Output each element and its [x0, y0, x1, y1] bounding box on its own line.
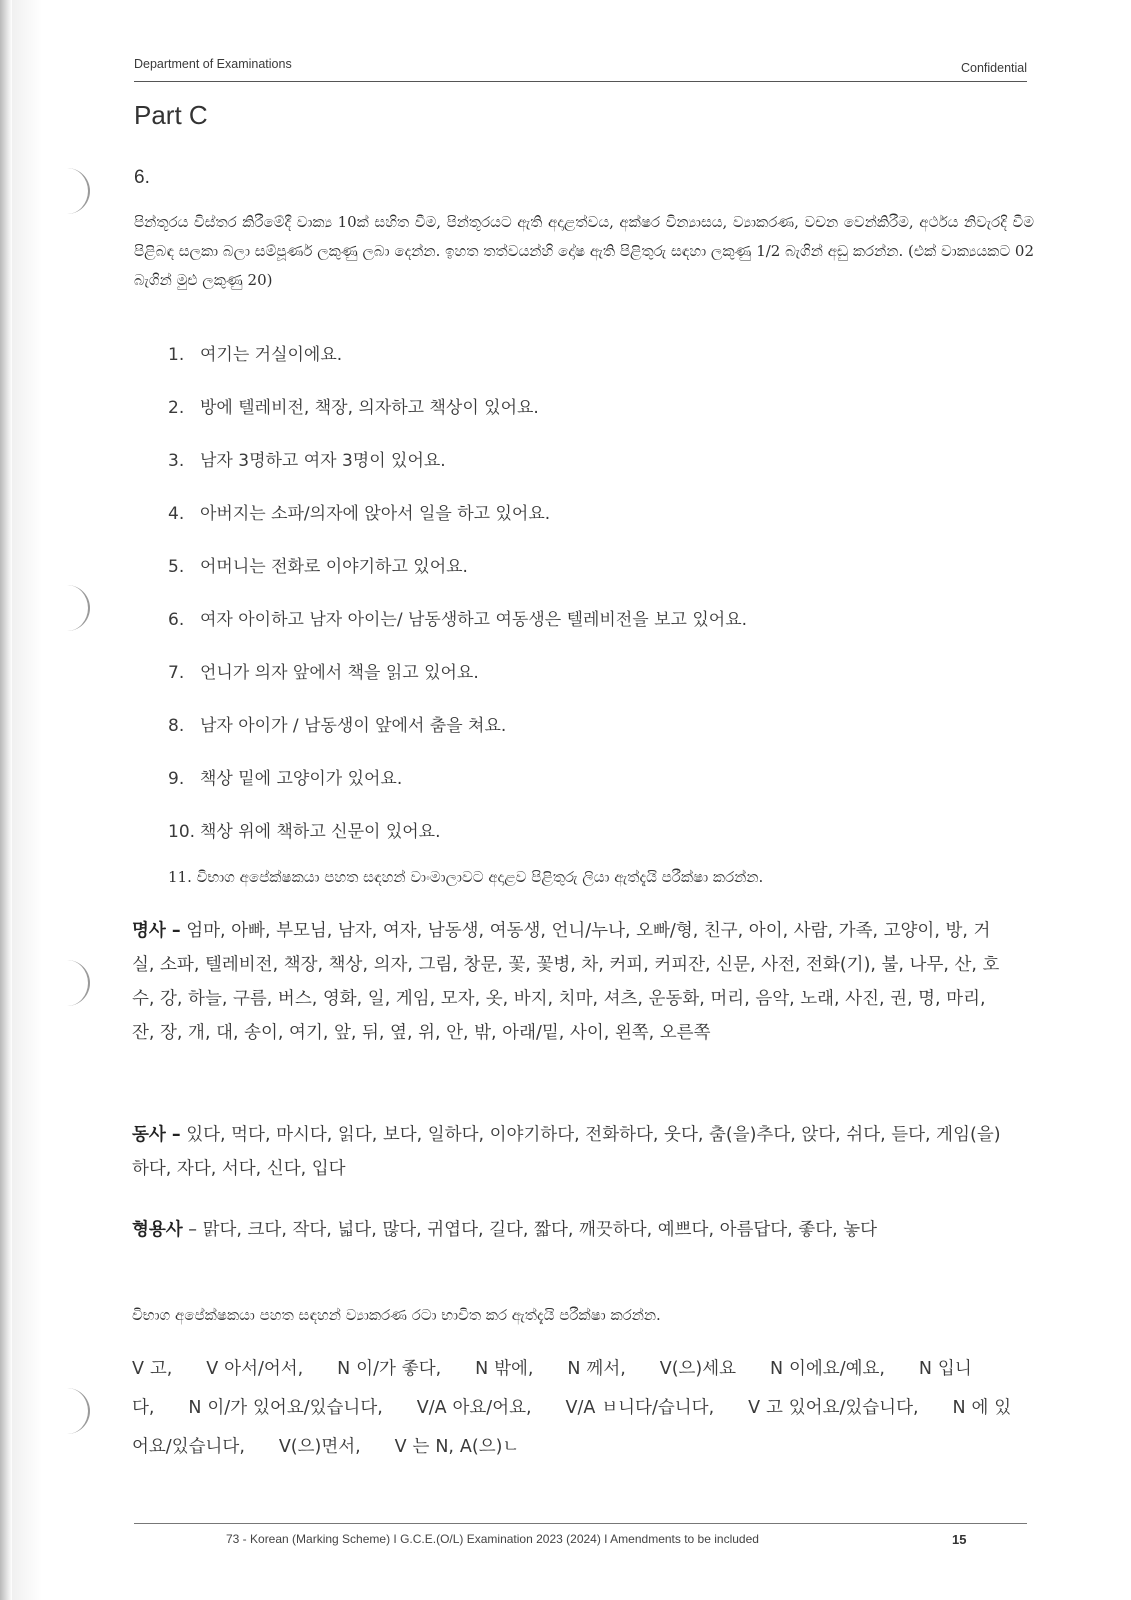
grammar-pattern: N 께서, [567, 1359, 626, 1379]
answer-number: 1. [168, 345, 185, 365]
header-confidential: Confidential [960, 61, 1027, 75]
punch-hole [58, 168, 90, 214]
answer-number: 8. [168, 716, 185, 736]
answer-number: 7. [168, 663, 185, 683]
punch-hole [58, 585, 90, 631]
marking-instructions: පින්තූරය විස්තර කිරීමේදී වාක්‍ය 10ක් සහිත වීම, පින්තූරයට ඇති අදාළත්වය, අක්ෂර වින්‍යාසය, ව්‍යාකරණ, වචන වෙන්කිරීම, අර්ථය නිවැරදි වීම පිළිබඳ සලකා බලා සම්පූර්ණ ලකුණු ලබා දෙන්න. ඉහත තත්වයන්හි දෝෂ ඇති පිළිතුරු සඳහා ලකුණු 1/2 බැගින් අඩු කරන්න. (එක් වාක්‍යයකට 02 බැගින් මුළු ලකුණු 20) [134, 213, 1034, 289]
answer-item [168, 499, 1028, 552]
verbs-label: 동사 – [132, 1125, 181, 1145]
answer-item [168, 764, 1028, 817]
answer-number: 6. [168, 610, 185, 630]
grammar-pattern: V(으)면서, [278, 1437, 361, 1457]
answer-text: 아버지는 소파/의자에 앉아서 일을 하고 있어요. [200, 504, 551, 524]
answer-text: 남자 3명하고 여자 3명이 있어요. [200, 451, 446, 471]
verbs-list: 있다, 먹다, 마시다, 읽다, 보다, 일하다, 이야기하다, 전화하다, 웃다, 춤(을)추다, 앉다, 쉬다, 듣다, 게임(을) 하다, 자다, 서다, 신다, 입다 [132, 1125, 1001, 1179]
answer-item [168, 817, 1028, 870]
answer-number: 3. [168, 451, 185, 471]
grammar-pattern: V 고 있어요/있습니다, [748, 1398, 919, 1418]
grammar-check-instruction: විභාග අපේක්ෂකයා පහත සඳහන් ව්‍යාකරණ රටා භාවිත කර ඇත්දැයි පරීක්ෂා කරන්න. [132, 1306, 661, 1324]
answer-text: 책상 위에 책하고 신문이 있어요. [200, 822, 441, 842]
header-divider [134, 81, 1027, 82]
answer-item [168, 340, 1028, 393]
part-title: Part C [134, 100, 208, 130]
answer-item [168, 446, 1028, 499]
nouns-label: 명사 – [132, 921, 181, 941]
punch-hole [58, 960, 90, 1006]
grammar-pattern: N 밖에, [475, 1359, 534, 1379]
nouns-section [132, 914, 1012, 1050]
answer-number: 9. [168, 769, 185, 789]
question-number: 6. [134, 167, 150, 188]
page-number: 15 [952, 1532, 967, 1547]
answer-text: 방에 텔레비전, 책장, 의자하고 책상이 있어요. [200, 398, 539, 418]
grammar-pattern: V 고, [132, 1359, 173, 1379]
answer-number: 4. [168, 504, 185, 524]
answer-item [168, 393, 1028, 446]
footer-divider [134, 1523, 1027, 1524]
answer-item [168, 658, 1028, 711]
answer-text: 여자 아이하고 남자 아이는/ 남동생하고 여동생은 텔레비전을 보고 있어요. [200, 610, 748, 630]
answer-text: 책상 밑에 고양이가 있어요. [200, 769, 403, 789]
answer-text: 남자 아이가 / 남동생이 앞에서 춤을 쳐요. [200, 716, 507, 736]
grammar-pattern: N 에 있어요/있습니다, [132, 1398, 1012, 1457]
grammar-pattern: V/A ㅂ니다/습니다, [565, 1398, 715, 1418]
adjectives-list: – 맑다, 크다, 작다, 넓다, 많다, 귀엽다, 길다, 짧다, 깨끗하다, 예쁘다, 아름답다, 좋다, 놓다 [182, 1220, 878, 1240]
adjectives-label: 형용사 [132, 1220, 183, 1240]
footer-text: 73 - Korean (Marking Scheme) I G.C.E.(O/L) Examination 2023 (2024) I Amendments to be included [226, 1532, 759, 1546]
vocabulary-check-instruction: 11. විභාග අපේක්ෂකයා පහත සඳහන් වාංමාලාවට අදාළව පිළිතුරු ලියා ඇත්දැයි පරීක්ෂා කරන්න. [168, 868, 764, 886]
adjectives-section [132, 1213, 1012, 1247]
grammar-pattern: N 입니다, [132, 1359, 972, 1418]
answer-text: 여기는 거실이에요. [200, 345, 343, 365]
answer-item [168, 552, 1028, 605]
answer-item [168, 605, 1028, 658]
grammar-pattern: V 아서/어서, [206, 1359, 304, 1379]
answer-number: 5. [168, 557, 185, 577]
binding-shadow [12, 0, 42, 1600]
punch-hole [58, 1388, 90, 1434]
answer-text: 언니가 의자 앞에서 책을 읽고 있어요. [200, 663, 479, 683]
answer-number: 10. [168, 822, 196, 842]
grammar-pattern: V/A 아요/어요, [416, 1398, 532, 1418]
header-department: Department of Examinations [134, 57, 292, 71]
grammar-pattern: V 는 N, A(으)ㄴ [394, 1437, 520, 1457]
answer-number: 2. [168, 398, 185, 418]
page-binding-edge [0, 0, 12, 1600]
nouns-list: 엄마, 아빠, 부모님, 남자, 여자, 남동생, 여동생, 언니/누나, 오빠/형, 친구, 아이, 사람, 가족, 고양이, 방, 거실, 소파, 텔레비전, 책장, 책상, 의자, 그림, 창문, 꽃, 꽃병, 차, 커피, 커피잔, 신문, 사전, 전화(기), 불, 나무, 산, 호수, 강, 하늘, 구름, 버스, 영화, 일, 게임, 모자, 옷, 바지, 치마, 셔츠, 운동화, 머리, 음악, 노래, 사진, 권, 명, 마리, 잔, 장, 개, 대, 송이, 여기, 앞, 뒤, 옆, 위, 안, 밖, 아래/밑, 사이, 왼쪽, 오른쪽 [132, 921, 1000, 1043]
grammar-pattern: N 이/가 좋다, [337, 1359, 442, 1379]
answer-item [168, 711, 1028, 764]
verbs-section [132, 1118, 1012, 1186]
answer-text: 어머니는 전화로 이야기하고 있어요. [200, 557, 468, 577]
answer-list [168, 340, 1028, 870]
grammar-pattern: N 이에요/예요, [769, 1359, 885, 1379]
grammar-pattern: V(으)세요 [659, 1359, 737, 1379]
grammar-patterns [132, 1350, 1012, 1467]
grammar-pattern: N 이/가 있어요/있습니다, [188, 1398, 383, 1418]
